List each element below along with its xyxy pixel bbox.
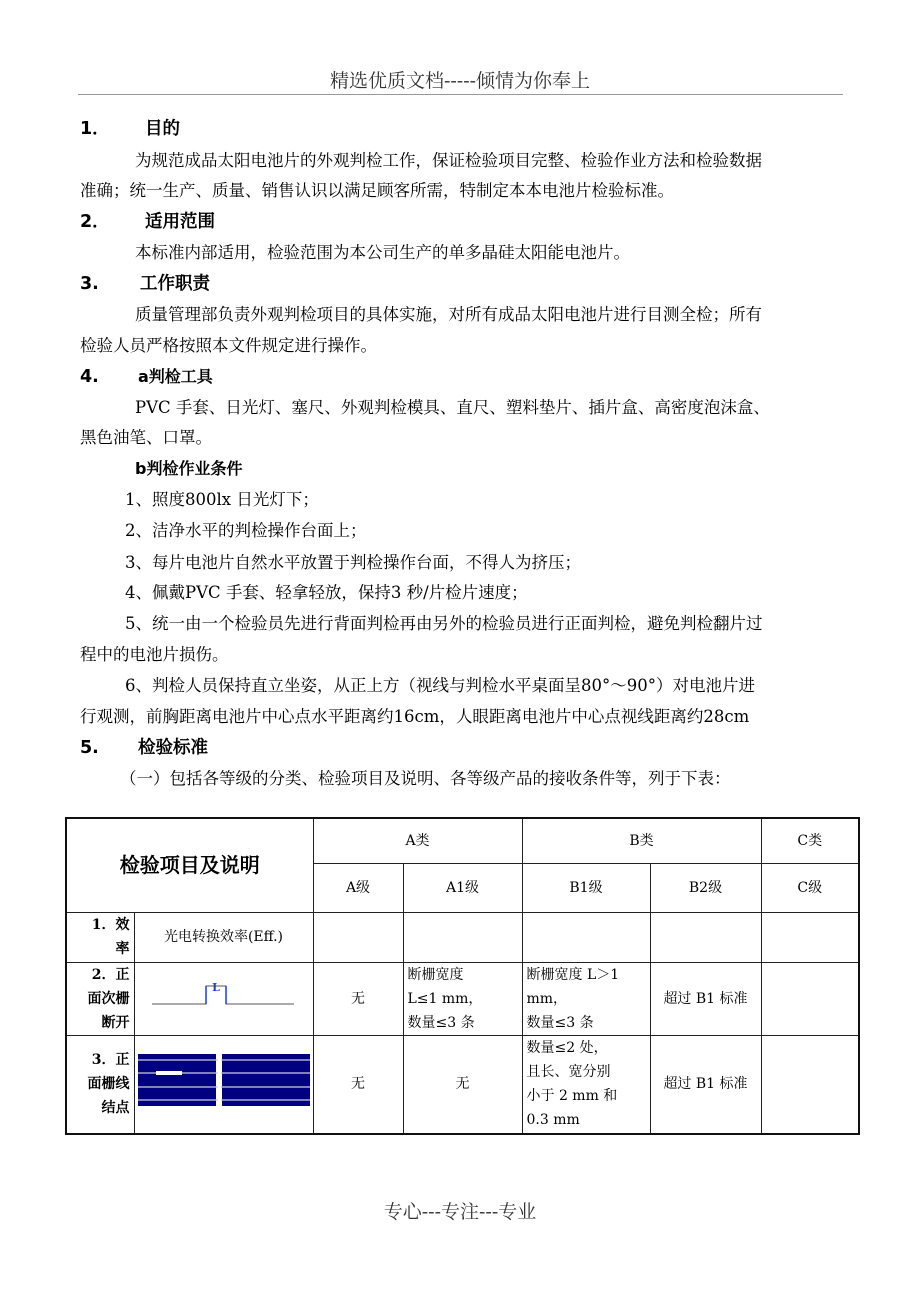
row-description: 光电转换效率(Eff.) xyxy=(134,912,313,962)
inspection-standard-table xyxy=(65,817,860,1135)
page-header: 精选优质文档-----倾情为你奉上 xyxy=(329,70,591,92)
grade-header: A级 xyxy=(313,863,403,912)
section-3-title: 工作职责 xyxy=(140,274,210,294)
condition-item: 4、佩戴PVC 手套、轻拿轻放，保持3 秒/片检片速度； xyxy=(125,583,528,602)
grid-node-diagram xyxy=(134,1035,313,1134)
cell: 无 xyxy=(313,962,403,1035)
table-row xyxy=(66,912,859,962)
cell: 超过 B1 标准 xyxy=(650,962,761,1035)
table-title: 检验项目及说明 xyxy=(66,818,313,912)
condition-item: 3、每片电池片自然水平放置于判检操作台面，不得人为挤压； xyxy=(125,553,581,572)
cell xyxy=(403,912,522,962)
row-label: 1．效 率 xyxy=(66,912,134,962)
section-3-text: 质量管理部负责外观判检项目的具体实施，对所有成品太阳电池片进行目测全检；所有 xyxy=(135,305,762,324)
row-label: 3．正 面栅线 结点 xyxy=(66,1035,134,1134)
section-4-title: a判检工具 xyxy=(138,367,213,386)
section-1-title: 目的 xyxy=(145,119,180,139)
cell: 数量≤2 处， 且长、宽分别 小于 2 mm 和 0.3 mm xyxy=(522,1035,650,1134)
cell xyxy=(761,1035,859,1134)
section-3-text: 检验人员严格按照本文件规定进行操作。 xyxy=(80,336,377,355)
cell: 无 xyxy=(403,1035,522,1134)
cell: 超过 B1 标准 xyxy=(650,1035,761,1134)
section-4-text: 黑色油笔、口罩。 xyxy=(80,428,212,447)
section-2-title: 适用范围 xyxy=(145,212,215,232)
grade-header: B1级 xyxy=(522,863,650,912)
cell: 断栅宽度 L＞1 mm， 数量≤3 条 xyxy=(522,962,650,1035)
condition-item: 1、照度800lx 日光灯下； xyxy=(125,490,319,509)
broken-grid-diagram xyxy=(134,962,313,1035)
header-rule xyxy=(78,94,843,95)
section-3-number: 3. xyxy=(80,274,99,294)
table-row xyxy=(66,1035,859,1134)
section-5-text: （一）包括各等级的分类、检验项目及说明、各等级产品的接收条件等，列于下表： xyxy=(120,769,731,788)
cell xyxy=(761,962,859,1035)
cell xyxy=(522,912,650,962)
cell xyxy=(313,912,403,962)
section-5-number: 5. xyxy=(80,738,99,758)
cell xyxy=(761,912,859,962)
condition-item: 行观测，前胸距离电池片中心点水平距离约16cm，人眼距离电池片中心点视线距离约28cm xyxy=(80,707,750,726)
condition-item: 6、判检人员保持直立坐姿，从正上方（视线与判检水平桌面呈80°～90°）对电池片进 xyxy=(125,676,755,695)
condition-item: 5、统一由一个检验员先进行背面判检再由另外的检验员进行正面判检，避免判检翻片过 xyxy=(125,614,763,633)
section-2-text: 本标准内部适用，检验范围为本公司生产的单多晶硅太阳能电池片。 xyxy=(135,243,630,262)
group-header: A类 xyxy=(313,818,522,863)
cell: 无 xyxy=(313,1035,403,1134)
section-1-number: 1． xyxy=(80,119,110,139)
section-4-subtitle: b判检作业条件 xyxy=(135,459,243,478)
grade-header: B2级 xyxy=(650,863,761,912)
condition-item: 2、洁净水平的判检操作台面上； xyxy=(125,521,367,540)
cell xyxy=(650,912,761,962)
page-footer: 专心---专注---专业 xyxy=(383,1201,537,1223)
section-1-text: 准确；统一生产、质量、销售认识以满足顾客所需，特制定本本电池片检验标准。 xyxy=(80,181,674,200)
grade-header: C级 xyxy=(761,863,859,912)
row-label: 2．正 面次栅 断开 xyxy=(66,962,134,1035)
table-row xyxy=(66,962,859,1035)
condition-item: 程中的电池片损伤。 xyxy=(80,645,229,664)
diagram-label: L xyxy=(211,980,220,994)
grade-header: A1级 xyxy=(403,863,522,912)
section-2-number: 2． xyxy=(80,212,110,232)
section-1-text: 为规范成品太阳电池片的外观判检工作，保证检验项目完整、检验作业方法和检验数据 xyxy=(135,151,762,170)
section-4-number: 4. xyxy=(80,367,99,387)
group-header: B类 xyxy=(522,818,761,863)
group-header: C类 xyxy=(761,818,859,863)
section-5-title: 检验标准 xyxy=(138,738,208,758)
cell: 断栅宽度 L≤1 mm， 数量≤3 条 xyxy=(403,962,522,1035)
section-4-text: PVC 手套、日光灯、塞尺、外观判检模具、直尺、塑料垫片、插片盒、高密度泡沫盒、 xyxy=(135,398,770,417)
